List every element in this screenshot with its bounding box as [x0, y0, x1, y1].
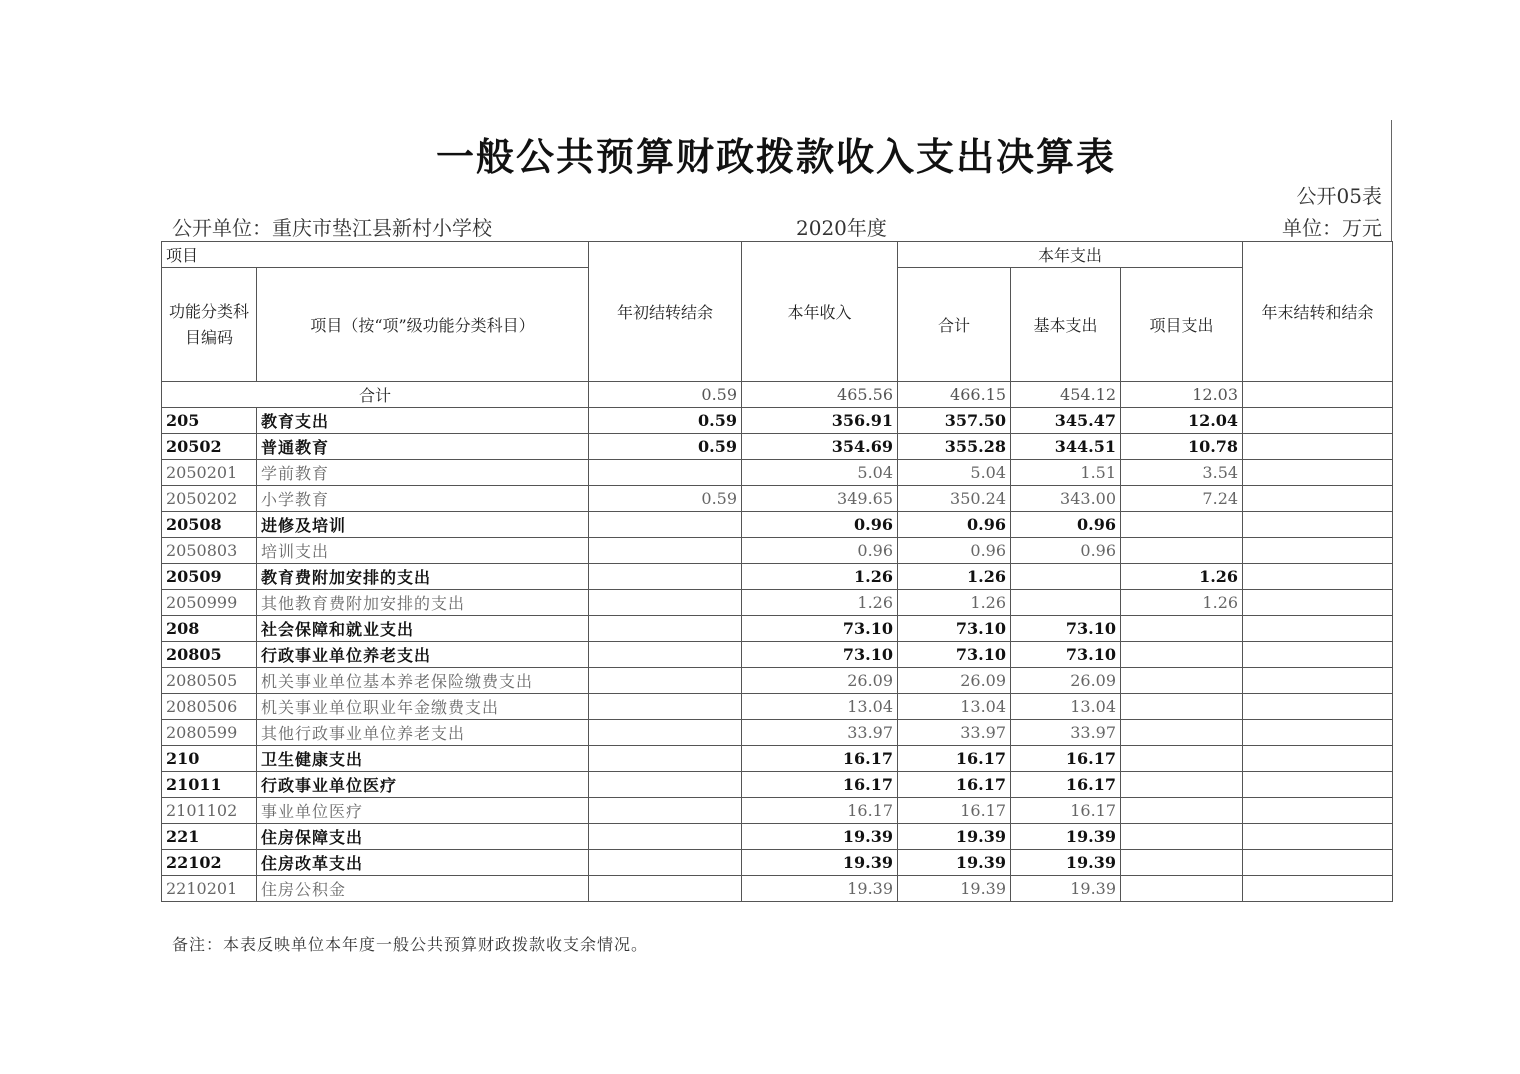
table-row [162, 746, 1393, 772]
cell-total: 73.10 [898, 642, 1011, 668]
cell-project [1121, 668, 1243, 694]
total-end [1243, 382, 1393, 408]
cell-name: 机关事业单位职业年金缴费支出 [257, 694, 589, 720]
cell-begin: 0.59 [589, 408, 742, 434]
report-year: 2020年度 [796, 216, 887, 240]
cell-begin [589, 616, 742, 642]
cell-code: 2050999 [162, 590, 257, 616]
cell-project [1121, 876, 1243, 902]
cell-code: 20502 [162, 434, 257, 460]
cell-end [1243, 876, 1393, 902]
cell-income: 73.10 [742, 616, 898, 642]
cell-income: 1.26 [742, 590, 898, 616]
cell-income: 26.09 [742, 668, 898, 694]
table-row [162, 850, 1393, 876]
cell-begin [589, 720, 742, 746]
cell-begin [589, 642, 742, 668]
cell-income: 354.69 [742, 434, 898, 460]
total-label: 合计 [162, 382, 589, 408]
cell-code: 205 [162, 408, 257, 434]
footnote: 备注：本表反映单位本年度一般公共预算财政拨款收支余情况。 [172, 935, 649, 954]
cell-total: 13.04 [898, 694, 1011, 720]
cell-income: 5.04 [742, 460, 898, 486]
cell-code: 208 [162, 616, 257, 642]
cell-end [1243, 616, 1393, 642]
cell-basic: 344.51 [1011, 434, 1121, 460]
cell-basic: 0.96 [1011, 512, 1121, 538]
cell-basic: 16.17 [1011, 746, 1121, 772]
cell-total: 16.17 [898, 746, 1011, 772]
cell-project: 7.24 [1121, 486, 1243, 512]
table-row [162, 694, 1393, 720]
cell-begin [589, 876, 742, 902]
table-row [162, 486, 1393, 512]
cell-total: 73.10 [898, 616, 1011, 642]
cell-project [1121, 824, 1243, 850]
header-expense-group: 本年支出 [898, 242, 1243, 268]
document-title: 一般公共预算财政拨款收入支出决算表 [435, 134, 1116, 179]
cell-basic: 16.17 [1011, 798, 1121, 824]
cell-name: 进修及培训 [257, 512, 589, 538]
cell-basic: 73.10 [1011, 642, 1121, 668]
cell-end [1243, 694, 1393, 720]
cell-project [1121, 746, 1243, 772]
header-begin-balance: 年初结转结余 [589, 242, 742, 382]
cell-income: 16.17 [742, 746, 898, 772]
cell-name: 机关事业单位基本养老保险缴费支出 [257, 668, 589, 694]
cell-begin [589, 772, 742, 798]
cell-total: 26.09 [898, 668, 1011, 694]
cell-end [1243, 434, 1393, 460]
cell-name: 事业单位医疗 [257, 798, 589, 824]
cell-total: 357.50 [898, 408, 1011, 434]
cell-basic: 345.47 [1011, 408, 1121, 434]
money-unit: 单位：万元 [1282, 216, 1382, 240]
cell-name: 学前教育 [257, 460, 589, 486]
cell-begin [589, 538, 742, 564]
cell-begin [589, 824, 742, 850]
cell-total: 350.24 [898, 486, 1011, 512]
cell-code: 2080506 [162, 694, 257, 720]
cell-name: 教育支出 [257, 408, 589, 434]
cell-basic: 343.00 [1011, 486, 1121, 512]
cell-basic: 19.39 [1011, 876, 1121, 902]
cell-project [1121, 512, 1243, 538]
cell-project [1121, 772, 1243, 798]
cell-income: 16.17 [742, 772, 898, 798]
table-row [162, 772, 1393, 798]
header-basic: 基本支出 [1011, 268, 1121, 382]
cell-total: 19.39 [898, 824, 1011, 850]
cell-name: 住房改革支出 [257, 850, 589, 876]
cell-income: 19.39 [742, 850, 898, 876]
table-row [162, 642, 1393, 668]
table-row [162, 408, 1393, 434]
cell-basic: 13.04 [1011, 694, 1121, 720]
cell-name: 小学教育 [257, 486, 589, 512]
cell-begin [589, 668, 742, 694]
cell-begin: 0.59 [589, 486, 742, 512]
cell-project [1121, 720, 1243, 746]
cell-basic [1011, 564, 1121, 590]
total-income: 465.56 [742, 382, 898, 408]
cell-total: 19.39 [898, 850, 1011, 876]
cell-basic: 19.39 [1011, 850, 1121, 876]
report-info-row [172, 212, 1382, 240]
cell-total: 5.04 [898, 460, 1011, 486]
cell-income: 16.17 [742, 798, 898, 824]
cell-name: 普通教育 [257, 434, 589, 460]
cell-end [1243, 850, 1393, 876]
cell-basic: 26.09 [1011, 668, 1121, 694]
cell-name: 教育费附加安排的支出 [257, 564, 589, 590]
table-body [162, 382, 1393, 902]
cell-end [1243, 460, 1393, 486]
cell-income: 1.26 [742, 564, 898, 590]
cell-end [1243, 824, 1393, 850]
cell-end [1243, 408, 1393, 434]
cell-code: 2101102 [162, 798, 257, 824]
cell-begin [589, 798, 742, 824]
cell-name: 其他教育费附加安排的支出 [257, 590, 589, 616]
cell-code: 2050803 [162, 538, 257, 564]
budget-table [161, 241, 1393, 902]
cell-end [1243, 642, 1393, 668]
table-row [162, 434, 1393, 460]
cell-code: 20805 [162, 642, 257, 668]
cell-total: 16.17 [898, 798, 1011, 824]
table-row [162, 798, 1393, 824]
cell-code: 221 [162, 824, 257, 850]
cell-end [1243, 798, 1393, 824]
cell-code: 21011 [162, 772, 257, 798]
cell-end [1243, 720, 1393, 746]
cell-project [1121, 616, 1243, 642]
cell-income: 349.65 [742, 486, 898, 512]
cell-project [1121, 538, 1243, 564]
cell-end [1243, 512, 1393, 538]
cell-income: 0.96 [742, 512, 898, 538]
cell-name: 住房公积金 [257, 876, 589, 902]
cell-begin [589, 746, 742, 772]
cell-code: 2210201 [162, 876, 257, 902]
cell-project [1121, 642, 1243, 668]
cell-name: 社会保障和就业支出 [257, 616, 589, 642]
cell-code: 2080505 [162, 668, 257, 694]
cell-income: 19.39 [742, 876, 898, 902]
cell-end [1243, 668, 1393, 694]
total-begin: 0.59 [589, 382, 742, 408]
cell-begin [589, 850, 742, 876]
cell-project [1121, 850, 1243, 876]
cell-project: 3.54 [1121, 460, 1243, 486]
cell-code: 2080599 [162, 720, 257, 746]
cell-total: 1.26 [898, 564, 1011, 590]
cell-end [1243, 590, 1393, 616]
cell-basic: 1.51 [1011, 460, 1121, 486]
cell-total: 19.39 [898, 876, 1011, 902]
cell-total: 1.26 [898, 590, 1011, 616]
cell-income: 33.97 [742, 720, 898, 746]
total-project: 12.03 [1121, 382, 1243, 408]
cell-end [1243, 746, 1393, 772]
cell-income: 73.10 [742, 642, 898, 668]
table-row [162, 590, 1393, 616]
cell-basic: 33.97 [1011, 720, 1121, 746]
cell-begin [589, 512, 742, 538]
table-row [162, 538, 1393, 564]
cell-project: 10.78 [1121, 434, 1243, 460]
total-expense: 466.15 [898, 382, 1011, 408]
cell-basic [1011, 590, 1121, 616]
cell-end [1243, 564, 1393, 590]
cell-income: 13.04 [742, 694, 898, 720]
cell-end [1243, 538, 1393, 564]
table-row [162, 616, 1393, 642]
cell-name: 行政事业单位医疗 [257, 772, 589, 798]
cell-name: 行政事业单位养老支出 [257, 642, 589, 668]
reporting-unit: 公开单位：重庆市垫江县新村小学校 [172, 216, 492, 240]
cell-code: 20508 [162, 512, 257, 538]
cell-end [1243, 772, 1393, 798]
cell-project: 12.04 [1121, 408, 1243, 434]
cell-total: 355.28 [898, 434, 1011, 460]
cell-begin: 0.59 [589, 434, 742, 460]
cell-income: 19.39 [742, 824, 898, 850]
table-row [162, 564, 1393, 590]
cell-begin [589, 694, 742, 720]
header-project: 项目 [162, 242, 589, 268]
table-row [162, 720, 1393, 746]
header-name: 项目（按“项”级功能分类科目） [257, 268, 589, 382]
cell-code: 22102 [162, 850, 257, 876]
table-row [162, 824, 1393, 850]
cell-code: 2050202 [162, 486, 257, 512]
cell-basic: 16.17 [1011, 772, 1121, 798]
cell-begin [589, 460, 742, 486]
total-row [162, 382, 1393, 408]
cell-begin [589, 590, 742, 616]
header-expense-total: 合计 [898, 268, 1011, 382]
header-project-exp: 项目支出 [1121, 268, 1243, 382]
cell-name: 培训支出 [257, 538, 589, 564]
cell-project: 1.26 [1121, 590, 1243, 616]
cell-total: 16.17 [898, 772, 1011, 798]
header-income: 本年收入 [742, 242, 898, 382]
cell-basic: 0.96 [1011, 538, 1121, 564]
form-number: 公开05表 [1296, 184, 1382, 208]
cell-income: 0.96 [742, 538, 898, 564]
cell-income: 356.91 [742, 408, 898, 434]
cell-name: 住房保障支出 [257, 824, 589, 850]
cell-total: 0.96 [898, 538, 1011, 564]
cell-project [1121, 694, 1243, 720]
cell-name: 卫生健康支出 [257, 746, 589, 772]
header-end-balance: 年末结转和结余 [1243, 242, 1393, 382]
cell-total: 0.96 [898, 512, 1011, 538]
cell-end [1243, 486, 1393, 512]
header-code: 功能分类科目编码 [162, 268, 257, 382]
cell-begin [589, 564, 742, 590]
cell-basic: 73.10 [1011, 616, 1121, 642]
cell-project [1121, 798, 1243, 824]
cell-total: 33.97 [898, 720, 1011, 746]
cell-code: 210 [162, 746, 257, 772]
total-basic: 454.12 [1011, 382, 1121, 408]
cell-project: 1.26 [1121, 564, 1243, 590]
cell-code: 2050201 [162, 460, 257, 486]
table-header [162, 242, 1393, 382]
table-row [162, 512, 1393, 538]
table-row [162, 876, 1393, 902]
cell-code: 20509 [162, 564, 257, 590]
cell-name: 其他行政事业单位养老支出 [257, 720, 589, 746]
cell-basic: 19.39 [1011, 824, 1121, 850]
table-row [162, 460, 1393, 486]
table-row [162, 668, 1393, 694]
